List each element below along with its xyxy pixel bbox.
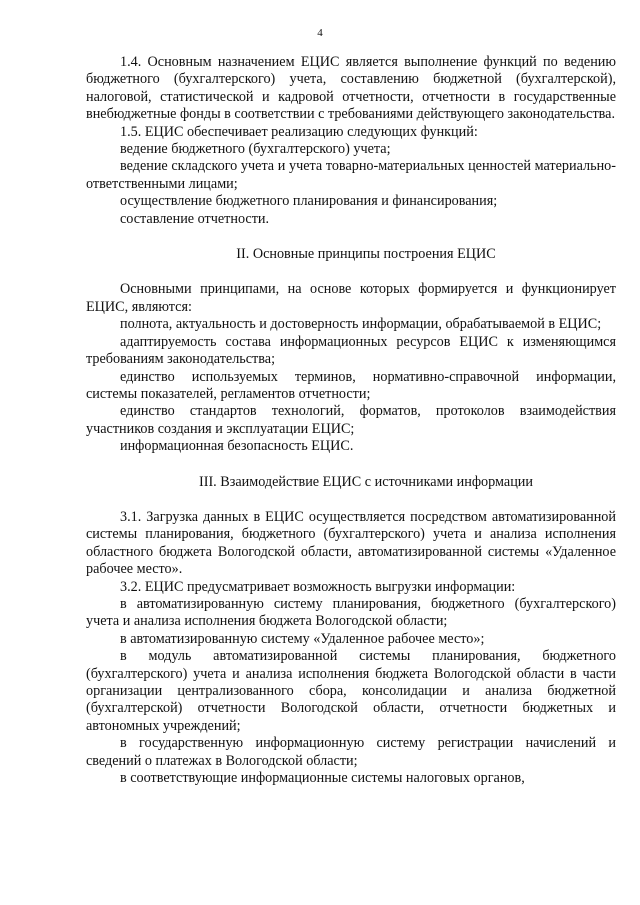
list-item: адаптируемость состава информационных ресурсов ЕЦИС к изменяющимся требованиям законодательства; — [86, 333, 616, 368]
section-interaction — [86, 509, 616, 788]
section-heading-interaction: III. Взаимодействие ЕЦИС с источниками информации — [199, 473, 533, 490]
document-body — [86, 54, 616, 787]
section-principles — [86, 281, 616, 455]
list-item: ведение бюджетного (бухгалтерского) учета; — [120, 141, 391, 158]
list-item: единство стандартов технологий, форматов, протоколов взаимодействия участников создания и эксплуатации ЕЦИС; — [86, 403, 616, 437]
paragraph-3-2: 3.2. ЕЦИС предусматривает возможность выгрузки информации: — [120, 578, 516, 595]
page-number: 4 — [317, 27, 323, 39]
list-item: осуществление бюджетного планирования и финансирования; — [120, 193, 498, 210]
list-item: единство используемых терминов, нормативно-справочной информации, системы показателей, регламентов отчетности; — [86, 368, 616, 402]
paragraph-3-1: 3.1. Загрузка данных в ЕЦИС осуществляется посредством автоматизированной системы планирования, бюджетного (бухгалтерского) учета и анализа исполнения областного бюджета Вологодской области, автоматизированной системы «Удаленное рабочее место». — [86, 508, 616, 578]
paragraph-intro: Основными принципами, на основе которых формируется и функционирует ЕЦИС, являются: — [86, 281, 616, 315]
list-item: в государственную информационную систему регистрации начислений и сведений о платежах в Вологодской области; — [86, 735, 616, 769]
list-item: в автоматизированную систему «Удаленное рабочее место»; — [120, 630, 485, 647]
paragraph-1-5: 1.5. ЕЦИС обеспечивает реализацию следующих функций: — [120, 123, 478, 140]
list-item: составление отчетности. — [120, 210, 270, 227]
list-item: информационная безопасность ЕЦИС. — [120, 438, 354, 455]
paragraph-1-4: 1.4. Основным назначением ЕЦИС является выполнение функций по ведению бюджетного (бухгалтерского) учета, составлению бюджетной (бухгалтерской), налоговой, статистической и кадровой отчетности, отчетности в государственные внебюджетные фонды в соответствии с требованиями действующего законодательства. — [86, 54, 616, 123]
list-item: полнота, актуальность и достоверность информации, обрабатываемой в ЕЦИС; — [120, 316, 602, 333]
list-item: в автоматизированную систему планирования, бюджетного (бухгалтерского) учета и анализа исполнения бюджета Вологодской области; — [86, 595, 616, 630]
list-item: ведение складского учета и учета товарно-материальных ценностей материально-ответственными лицами; — [86, 158, 616, 192]
section-heading-principles: II. Основные принципы построения ЕЦИС — [236, 246, 496, 263]
list-item: в соответствующие информационные системы налоговых органов, — [120, 770, 525, 787]
section-functions — [86, 54, 616, 228]
list-item: в модуль автоматизированной системы планирования, бюджетного (бухгалтерского) учета и анализа исполнения бюджета Вологодской области в части организации централизованного сбора, консолидации и анализа бюджетной (бухгалтерской) отчетности Вологодской области, отчетности бюджетных и автономных учреждений; — [86, 648, 616, 734]
